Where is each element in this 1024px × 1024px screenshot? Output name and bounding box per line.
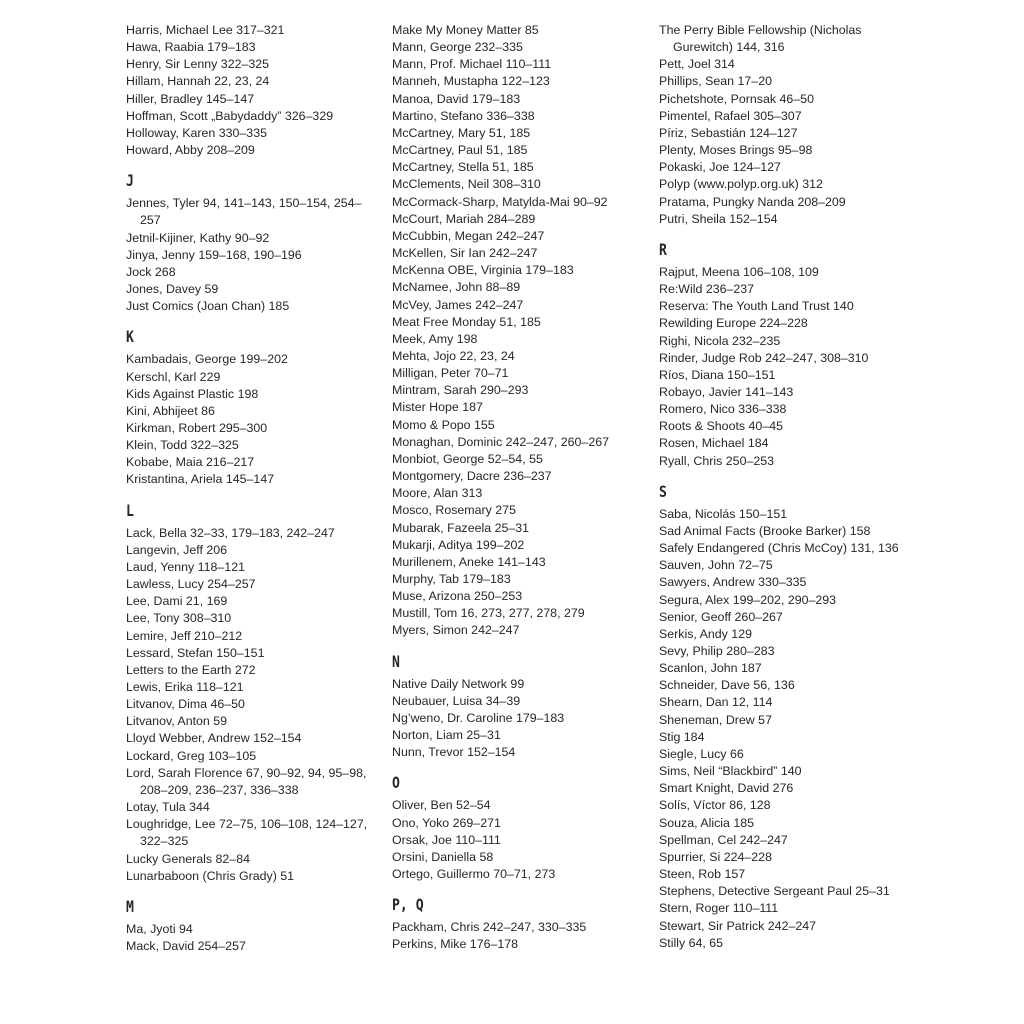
- index-entry: Pratama, Pungky Nanda 208–209: [659, 194, 846, 209]
- index-entry: Muse, Arizona 250–253: [392, 589, 523, 604]
- index-entry: Serkis, Andy 129: [659, 626, 752, 641]
- index-entry: Stilly 64, 65: [659, 935, 724, 950]
- index-entry: Oliver, Ben 52–54: [392, 798, 491, 813]
- index-entry: Lessard, Stefan 150–151: [126, 645, 265, 660]
- index-entry: Neubauer, Luisa 34–39: [392, 693, 521, 708]
- index-entry: Nunn, Trevor 152–154: [392, 745, 516, 760]
- index-entry: Putri, Sheila 152–154: [659, 211, 778, 226]
- index-column-3: [659, 22, 909, 952]
- index-entry: Mister Hope 187: [392, 400, 483, 415]
- index-entry: Stern, Roger 110–111: [659, 901, 779, 916]
- index-entry: Murphy, Tab 179–183: [392, 572, 511, 586]
- index-entry: Meek, Amy 198: [392, 331, 478, 346]
- index-entry: Kristantina, Ariela 145–147: [126, 472, 275, 487]
- index-entry: Jetnil-Kijiner, Kathy 90–92: [126, 230, 270, 245]
- index-entry: McCartney, Stella 51, 185: [392, 160, 534, 175]
- index-entry: Just Comics (Joan Chan) 185: [126, 299, 290, 314]
- index-entry: Mintram, Sarah 290–293: [392, 383, 529, 398]
- index-entry: McKenna OBE, Virginia 179–183: [392, 263, 574, 278]
- index-entry: Jinya, Jenny 159–168, 190–196: [126, 247, 302, 262]
- section-letter: P, Q: [392, 895, 424, 915]
- index-entry: Smart Knight, David 276: [659, 781, 794, 796]
- index-entry: Stewart, Sir Patrick 242–247: [659, 918, 817, 933]
- index-entry: Siegle, Lucy 66: [659, 746, 744, 761]
- index-entry: Harris, Michael Lee 317–321: [126, 23, 285, 37]
- index-entry: Sims, Neil “Blackbird” 140: [659, 764, 802, 779]
- index-entry: Lloyd Webber, Andrew 152–154: [126, 731, 302, 746]
- index-entry: Lotay, Tula 344: [126, 800, 210, 815]
- index-entry: Lee, Dami 21, 169: [126, 594, 228, 609]
- index-entry: Rewilding Europe 224–228: [659, 316, 808, 331]
- index-entry: Make My Money Matter 85: [392, 23, 539, 37]
- index-entry: Lucky Generals 82–84: [126, 851, 250, 866]
- index-entry: Sauven, John 72–75: [659, 558, 773, 573]
- index-entry: Sawyers, Andrew 330–335: [659, 575, 807, 590]
- index-entry: Souza, Alicia 185: [659, 815, 755, 830]
- index-entry: Hiller, Bradley 145–147: [126, 91, 255, 106]
- index-entry: Ríos, Diana 150–151: [659, 367, 776, 382]
- index-entry: Kids Against Plastic 198: [126, 386, 259, 401]
- index-entry: Spurrier, Si 224–228: [659, 849, 772, 864]
- index-entry: Lack, Bella 32–33, 179–183, 242–247: [126, 525, 335, 540]
- index-entry: McCartney, Paul 51, 185: [392, 143, 528, 158]
- index-entry: Packham, Chris 242–247, 330–335: [392, 920, 587, 935]
- index-entry: Howard, Abby 208–209: [126, 143, 255, 158]
- index-entry: Ortego, Guillermo 70–71, 273: [392, 867, 556, 882]
- index-entry: Sheneman, Drew 57: [659, 712, 772, 727]
- index-entry: Jennes, Tyler 94, 141–143, 150–154, 254–257: [126, 196, 362, 228]
- index-entry: Murillenem, Aneke 141–143: [392, 554, 546, 569]
- index-entry: Plenty, Moses Brings 95–98: [659, 143, 813, 158]
- index-entry: Kobabe, Maia 216–217: [126, 455, 255, 470]
- index-entry: Norton, Liam 25–31: [392, 728, 501, 743]
- index-entry: McKellen, Sir Ian 242–247: [392, 246, 538, 261]
- index-entry: Mukarji, Aditya 199–202: [392, 537, 525, 552]
- index-entry: Jock 268: [126, 264, 176, 279]
- index-entry: Martino, Stefano 336–338: [392, 108, 535, 123]
- index-entry: Ma, Jyoti 94: [126, 921, 193, 936]
- index-entry: Reserva: The Youth Land Trust 140: [659, 299, 854, 314]
- index-entry: Lord, Sarah Florence 67, 90–92, 94, 95–98, 208–209, 236–237, 336–338: [126, 765, 367, 797]
- index-entry: Letters to the Earth 272: [126, 662, 256, 677]
- index-entry: Kirkman, Robert 295–300: [126, 420, 268, 435]
- index-entry: Meat Free Monday 51, 185: [392, 314, 541, 329]
- section-letter: M: [126, 896, 134, 916]
- index-entry: Sevy, Philip 280–283: [659, 644, 775, 658]
- index-entry: Montgomery, Dacre 236–237: [392, 469, 552, 484]
- index-entry: Mann, Prof. Michael 110–111: [392, 57, 552, 72]
- index-entry: Polyp (www.polyp.org.uk) 312: [659, 177, 823, 192]
- index-entry: Solís, Víctor 86, 128: [659, 798, 771, 813]
- index-entry: McCartney, Mary 51, 185: [392, 125, 531, 140]
- index-entry: McVey, James 242–247: [392, 297, 524, 312]
- index-column-1: [126, 22, 376, 955]
- index-entry: Monbiot, George 52–54, 55: [392, 451, 543, 466]
- index-entry: Mehta, Jojo 22, 23, 24: [392, 348, 515, 363]
- index-entry: Robayo, Javier 141–143: [659, 384, 794, 399]
- index-entry: Momo & Popo 155: [392, 417, 495, 432]
- index-entry: Litvanov, Dima 46–50: [126, 697, 245, 712]
- index-entry: Righi, Nicola 232–235: [659, 333, 781, 348]
- index-entry: Píriz, Sebastián 124–127: [659, 125, 798, 140]
- index-entry: Henry, Sir Lenny 322–325: [126, 57, 270, 72]
- index-entry: Langevin, Jeff 206: [126, 542, 228, 557]
- section-letter: S: [659, 481, 667, 501]
- index-entry: Lewis, Erika 118–121: [126, 680, 244, 694]
- index-entry: Ryall, Chris 250–253: [659, 453, 775, 468]
- section-letter: R: [659, 239, 667, 259]
- index-entry: Ono, Yoko 269–271: [392, 815, 501, 830]
- index-entry: Ng’weno, Dr. Caroline 179–183: [392, 710, 565, 725]
- index-entry: Lawless, Lucy 254–257: [126, 577, 256, 592]
- index-entry: Pimentel, Rafael 305–307: [659, 108, 802, 123]
- index-entry: Safely Endangered (Chris McCoy) 131, 136: [659, 541, 899, 556]
- index-entry: McCourt, Mariah 284–289: [392, 211, 536, 226]
- index-entry: Spellman, Cel 242–247: [659, 832, 788, 847]
- index-entry: Mosco, Rosemary 275: [392, 503, 516, 518]
- index-entry: Hoffman, Scott „Babydaddy” 326–329: [126, 108, 334, 123]
- index-entry: Senior, Geoff 260–267: [659, 609, 783, 624]
- index-entry: Mubarak, Fazeela 25–31: [392, 520, 530, 535]
- index-entry: Rosen, Michael 184: [659, 436, 769, 451]
- index-entry: Mann, George 232–335: [392, 40, 523, 55]
- index-entry: Pokaski, Joe 124–127: [659, 160, 781, 175]
- section-letter: K: [126, 327, 134, 347]
- index-entry: Stig 184: [659, 729, 705, 744]
- index-entry: Rinder, Judge Rob 242–247, 308–310: [659, 350, 869, 365]
- index-entry: Milligan, Peter 70–71: [392, 366, 509, 381]
- index-entry: Monaghan, Dominic 242–247, 260–267: [392, 434, 609, 449]
- index-entry: Rajput, Meena 106–108, 109: [659, 264, 819, 279]
- index-entry: Native Daily Network 99: [392, 676, 525, 691]
- index-entry: Sad Animal Facts (Brooke Barker) 158: [659, 523, 871, 538]
- index-entry: Manneh, Mustapha 122–123: [392, 74, 550, 89]
- index-entry: Holloway, Karen 330–335: [126, 125, 267, 140]
- index-entry: Orsini, Daniella 58: [392, 849, 494, 864]
- index-entry: Hillam, Hannah 22, 23, 24: [126, 74, 270, 89]
- index-entry: Mustill, Tom 16, 273, 277, 278, 279: [392, 606, 585, 621]
- index-entry: Lemire, Jeff 210–212: [126, 628, 243, 643]
- index-entry: McCubbin, Megan 242–247: [392, 228, 545, 243]
- section-letter: O: [392, 773, 400, 793]
- index-entry: Romero, Nico 336–338: [659, 402, 787, 417]
- index-entry: Hawa, Raabia 179–183: [126, 40, 256, 55]
- section-letter: L: [126, 500, 134, 520]
- index-entry: Phillips, Sean 17–20: [659, 74, 772, 89]
- index-entry: Segura, Alex 199–202, 290–293: [659, 592, 837, 607]
- index-entry: Lockard, Greg 103–105: [126, 748, 257, 763]
- index-entry: Perkins, Mike 176–178: [392, 937, 519, 952]
- index-entry: Myers, Simon 242–247: [392, 623, 520, 638]
- section-letter: N: [392, 651, 400, 671]
- index-entry: Moore, Alan 313: [392, 486, 483, 501]
- index-entry: Kambadais, George 199–202: [126, 352, 288, 367]
- index-entry: Schneider, Dave 56, 136: [659, 678, 795, 693]
- index-entry: Loughridge, Lee 72–75, 106–108, 124–127, 322–325: [126, 817, 368, 849]
- index-entry: McCormack-Sharp, Matylda-Mai 90–92: [392, 194, 608, 209]
- index-entry: Kini, Abhijeet 86: [126, 403, 215, 418]
- index-entry: Lunarbaboon (Chris Grady) 51: [126, 868, 295, 883]
- index-entry: Scanlon, John 187: [659, 661, 762, 676]
- index-entry: Orsak, Joe 110–111: [392, 832, 501, 847]
- index-entry: Lee, Tony 308–310: [126, 611, 232, 626]
- index-entry: Litvanov, Anton 59: [126, 714, 228, 729]
- index-entry: Pett, Joel 314: [659, 57, 735, 72]
- index-entry: Jones, Davey 59: [126, 282, 219, 297]
- index-entry: Saba, Nicolás 150–151: [659, 506, 788, 521]
- index-entry: McNamee, John 88–89: [392, 280, 521, 295]
- index-entry: Klein, Todd 322–325: [126, 438, 239, 453]
- index-entry: Re:Wild 236–237: [659, 282, 755, 297]
- index-entry: Kerschl, Karl 229: [126, 369, 221, 384]
- index-entry: McClements, Neil 308–310: [392, 177, 541, 192]
- index-column-2: [392, 22, 642, 954]
- index-entry: Pichetshote, Pornsak 46–50: [659, 91, 814, 106]
- index-entry: The Perry Bible Fellowship (Nicholas Gurewitch) 144, 316: [659, 23, 862, 55]
- index-entry: Laud, Yenny 118–121: [126, 559, 245, 574]
- section-letter: J: [126, 171, 134, 191]
- index-entry: Mack, David 254–257: [126, 939, 246, 954]
- index-entry: Manoa, David 179–183: [392, 91, 521, 106]
- index-entry: Stephens, Detective Sergeant Paul 25–31: [659, 884, 890, 899]
- index-entry: Steen, Rob 157: [659, 867, 746, 882]
- index-entry: Roots & Shoots 40–45: [659, 419, 783, 434]
- index-entry: Shearn, Dan 12, 114: [659, 695, 773, 710]
